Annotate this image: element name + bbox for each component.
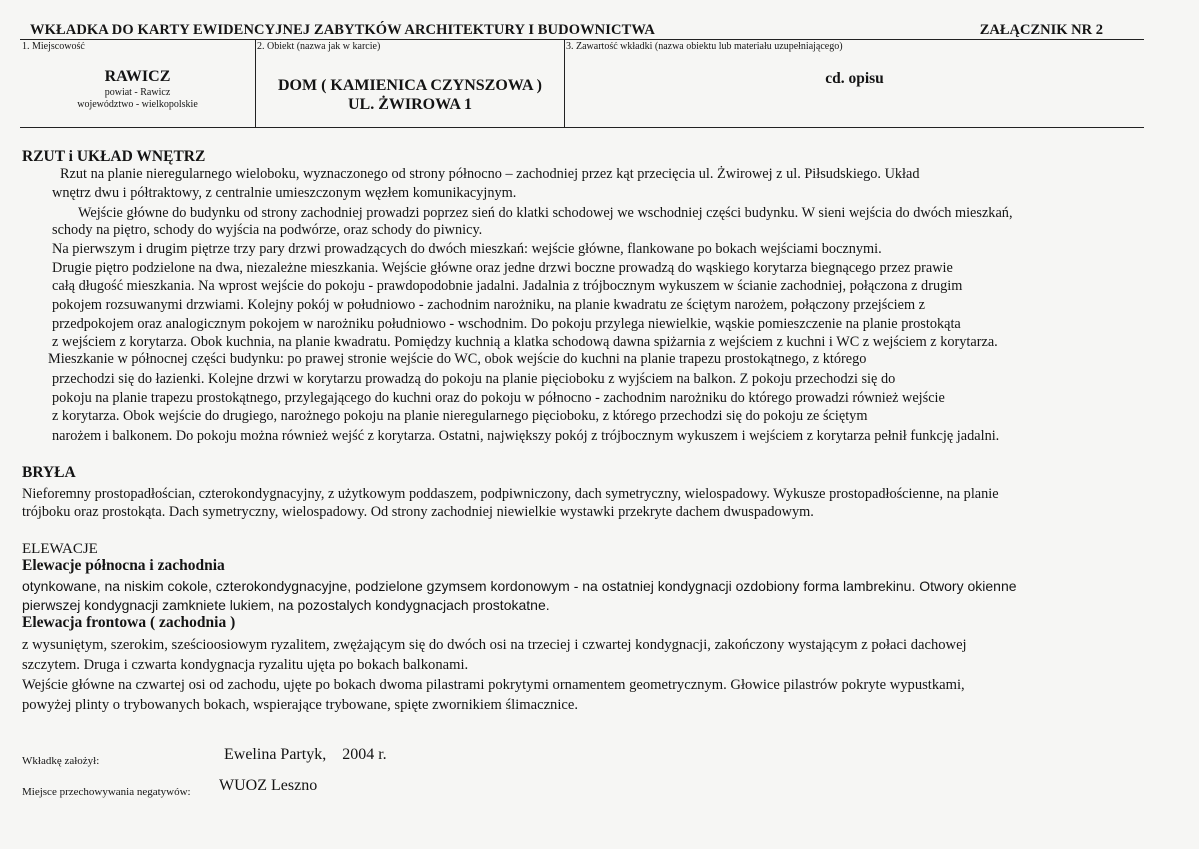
plan-line: Na pierwszym i drugim piętrze trzy pary drzwi prowadzących do dwóch mieszkań: wejście główne, flankowane po bokach wejściami bocznymi. <box>52 241 882 257</box>
front-elevation-line: z wysuniętym, szerokim, sześcioosiowym ryzalitem, zwężającym się do dwóch osi na trzeciej i czwartej kondygnacji, zakończony wystającym z połaci dachowej <box>22 637 967 653</box>
plan-line: przedpokojem oraz analogicznym pokojem w narożniku południowo - wschodnim. Do pokoju przylega niewielkie, wąskie pomieszczenie na planie prostokąta <box>52 316 961 332</box>
prepared-by-label: Wkładkę założył: <box>22 755 100 767</box>
contents-value: cd. opisu <box>825 70 884 87</box>
front-elevation-line: szczytem. Druga i czwarta kondygnacja ryzalitu ujęta po bokach balkonami. <box>22 657 469 673</box>
north-west-elevation-heading: Elewacje północna i zachodnia <box>22 557 225 574</box>
object-field-label: 2. Obiekt (nazwa jak w karcie) <box>257 41 381 52</box>
plan-line: Drugie piętro podzielone na dwa, niezależne mieszkania. Wejście główne oraz jedne drzwi boczne prowadzą do wąskiego korytarza biegnącego przez prawie <box>52 260 953 276</box>
massing-heading: BRYŁA <box>22 464 76 481</box>
plan-line: narożem i balkonem. Do pokoju można również wejść z korytarza. Ostatni, największy pokój z trójbocznym wykuszem i wejściem z korytarza pełnił funkcję jadalni. <box>52 428 1000 444</box>
plan-line: schody na piętro, schody do wyjścia na podwórze, oraz schody do piwnicy. <box>52 222 483 238</box>
location-value: RAWICZ <box>104 68 171 85</box>
massing-line: trójboku oraz prostokąta. Dach symetryczny, wielospadowy. Od strony zachodniej niewielkie wystawki przekryte dachem dwuspadowym. <box>22 504 814 520</box>
object-name-line2: UL. ŻWIROWA 1 <box>347 96 473 113</box>
county-value: powiat - Rawicz <box>104 87 171 98</box>
plan-line: z korytarza. Obok wejście do drugiego, narożnego pokoju na planie nieregularnego pięcioboku, z którego przechodzi się do pokoju ze ściętym <box>52 408 868 424</box>
header-top-rule <box>20 39 1144 40</box>
massing-line: Nieforemny prostopadłościan, czterokondygnacyjny, z użytkowym poddaszem, podpiwniczony, dach symetryczny, wielospadowy. Wykusze prostopadłościenne, na planie <box>22 486 999 502</box>
plan-line: Mieszkanie w północnej części budynku: po prawej stronie wejście do WC, obok wejście do kuchni na planie trapezu prostokątnego, z którego <box>48 351 867 367</box>
plan-line: Wejście główne do budynku od strony zachodniej prowadzi poprzez sień do klatki schodowej we wschodniej części budynku. W sieni wejścia do dwóch mieszkań, <box>78 205 1013 221</box>
contents-field-label: 3. Zawartość wkładki (nazwa obiektu lub materiału uzupełniającego) <box>566 41 843 52</box>
front-elevation-line: Wejście główne na czwartej osi od zachodu, ujęte po bokach dwoma pilastrami pokrytymi ornamentem geometrycznym. Głowice pilastrów pokryte wypustkami, <box>22 677 965 693</box>
plan-line: Rzut na planie nieregularnego wieloboku, wyznaczonego od strony północno – zachodniej przez kąt przecięcia ul. Żwirowej z ul. Piłsudskiego. Układ <box>60 166 920 182</box>
card-title: WKŁADKA DO KARTY EWIDENCYJNEJ ZABYTKÓW ARCHITEKTURY I BUDOWNICTWA <box>30 22 655 38</box>
front-elevation-line: powyżej plinty o trybowanych bokach, wspierające trybowane, spięte zwornikiem ślimacznice. <box>22 697 578 713</box>
plan-line: pokojem rozsuwanymi drzwiami. Kolejny pokój w południowo - zachodnim narożniku, na planie kwadratu ze ściętym narożem, połączony przejściem z <box>52 297 926 313</box>
elevations-heading: ELEWACJE <box>22 541 98 557</box>
negatives-location-value: WUOZ Leszno <box>219 777 318 794</box>
front-elevation-heading: Elewacja frontowa ( zachodnia ) <box>22 614 236 631</box>
object-name-line1: DOM ( KAMIENICA CZYNSZOWA ) <box>277 77 542 94</box>
north-west-elevation-line: pierwszej kondygnacji zamkniete lukiem, na pozostalych kondygnacjach prostokatne. <box>22 597 550 613</box>
plan-line: całą długość mieszkania. Na wprost wejście do pokoju - prawdopodobnie jadalni. Jadalnia z trójbocznym wykuszem w ścianie zachodniej, połączona z drugim <box>52 278 963 294</box>
plan-line: przechodzi się do łazienki. Kolejne drzwi w korytarzu prowadzą do pokoju na planie pięcioboku z wyjściem na balkon. Z pokoju przechodzi się do <box>52 371 896 387</box>
plan-line: wnętrz dwu i półtraktowy, z centralnie umieszczonym węzłem komunikacyjnym. <box>52 185 517 201</box>
negatives-location-label: Miejsce przechowywania negatywów: <box>22 786 191 798</box>
header-bottom-rule <box>20 127 1144 128</box>
plan-line: z wejściem z korytarza. Obok kuchnia, na planie kwadratu. Pomiędzy kuchnią a klatka schodową dawna spiżarnia z wejściem z kuchni i WC z wejściem z korytarza. <box>52 334 998 350</box>
plan-heading: RZUT i UKŁAD WNĘTRZ <box>22 148 206 165</box>
north-west-elevation-line: otynkowane, na niskim cokole, czterokondygnacyjne, podzielone gzymsem kordonowym - na ostatniej kondygnacji ozdobiony forma lambrekinu. Otwory okienne <box>22 578 1017 594</box>
annex-number: ZAŁĄCZNIK NR 2 <box>979 22 1103 38</box>
location-field-label: 1. Miejscowość <box>22 41 85 52</box>
plan-line: pokoju na planie trapezu prostokątnego, przylegającego do kuchni oraz do pokoju w północno - zachodnim narożniku do którego prowadzi również wejście <box>52 390 945 406</box>
province-value: województwo - wielkopolskie <box>77 99 198 110</box>
prepared-by-value: Ewelina Partyk, 2004 r. <box>224 746 387 763</box>
